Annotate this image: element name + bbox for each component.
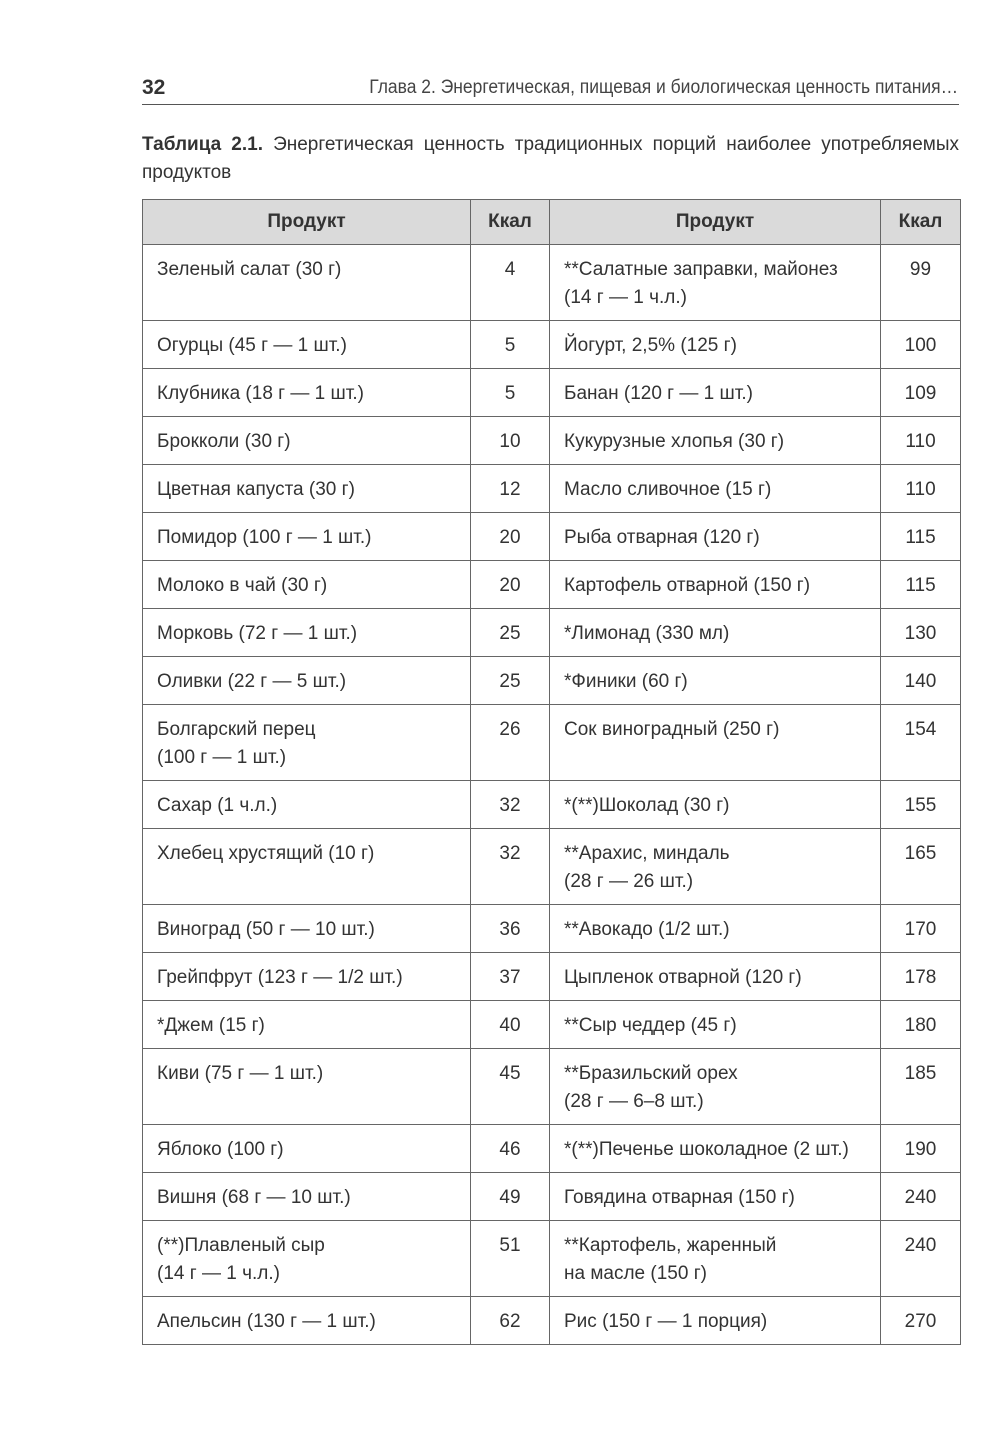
product-cell-left: [143, 953, 471, 1001]
product-name-line: Огурцы (45 г — 1 шт.): [157, 335, 347, 356]
kcal-cell-right: 270: [881, 1297, 961, 1345]
product-cell-left: [143, 905, 471, 953]
product-name-line: (**)Плавленый сыр: [157, 1235, 325, 1256]
product-name-line: *Лимонад (330 мл): [564, 623, 730, 644]
table-row: [143, 1173, 961, 1221]
product-name-line: *Финики (60 г): [564, 671, 688, 692]
kcal-cell-left: 10: [471, 417, 550, 465]
product-cell-right: [550, 657, 881, 705]
product-cell-left: [143, 1001, 471, 1049]
table-caption-text: Энергетическая ценность традиционных порций наиболее употребляемых продуктов: [142, 134, 960, 183]
product-cell-right: [550, 953, 881, 1001]
product-cell-left: [143, 465, 471, 513]
kcal-cell-left: 51: [471, 1221, 550, 1297]
product-name-line: Говядина отварная (150 г): [564, 1187, 795, 1208]
product-name-line: Кукурузные хлопья (30 г): [564, 431, 785, 452]
product-cell-right: [550, 829, 881, 905]
table-row: [143, 513, 961, 561]
product-name-line: Банан (120 г — 1 шт.): [564, 383, 753, 404]
table-row: [143, 657, 961, 705]
product-cell-right: [550, 705, 881, 781]
kcal-cell-right: 240: [881, 1173, 961, 1221]
product-name-line: Масло сливочное (15 г): [564, 479, 772, 500]
product-cell-right: [550, 321, 881, 369]
col-header-product-right: Продукт: [550, 200, 881, 245]
product-cell-right: [550, 1221, 881, 1297]
table-row: [143, 705, 961, 781]
kcal-cell-left: 5: [471, 321, 550, 369]
table-body: [143, 245, 961, 1345]
product-cell-left: [143, 609, 471, 657]
running-head: Глава 2. Энергетическая, пищевая и биологическая ценность питания…: [369, 77, 958, 98]
product-name-line: Вишня (68 г — 10 шт.): [157, 1187, 351, 1208]
product-name-line: Клубника (18 г — 1 шт.): [157, 383, 364, 404]
table-row: [143, 905, 961, 953]
product-name-line: Цыпленок отварной (120 г): [564, 967, 802, 988]
table-row: [143, 465, 961, 513]
kcal-cell-right: 115: [881, 513, 961, 561]
table-header: [143, 200, 961, 245]
kcal-cell-left: 20: [471, 513, 550, 561]
table-row: [143, 321, 961, 369]
col-header-kcal-right: Ккал: [881, 200, 961, 245]
kcal-cell-right: 140: [881, 657, 961, 705]
product-name-line: Рыба отварная (120 г): [564, 527, 760, 548]
product-name-line: (28 г — 26 шт.): [564, 871, 694, 892]
product-cell-left: [143, 1049, 471, 1125]
kcal-cell-left: 32: [471, 781, 550, 829]
product-name-line: *(**)Печенье шоколадное (2 шт.): [564, 1139, 849, 1160]
product-cell-left: [143, 1221, 471, 1297]
kcal-cell-right: 110: [881, 465, 961, 513]
product-cell-right: [550, 1125, 881, 1173]
product-name-line: Йогурт, 2,5% (125 г): [564, 335, 737, 356]
product-name-line: Болгарский перец: [157, 719, 316, 740]
header-rule: [142, 104, 959, 105]
product-cell-left: [143, 1297, 471, 1345]
kcal-cell-left: 45: [471, 1049, 550, 1125]
table-row: [143, 1001, 961, 1049]
table-row: [143, 369, 961, 417]
kcal-cell-left: 49: [471, 1173, 550, 1221]
product-cell-right: [550, 905, 881, 953]
table-row: [143, 1049, 961, 1125]
kcal-cell-left: 12: [471, 465, 550, 513]
product-name-line: (100 г — 1 шт.): [157, 747, 287, 768]
table-row: [143, 417, 961, 465]
table-row: [143, 1125, 961, 1173]
kcal-cell-right: 190: [881, 1125, 961, 1173]
product-cell-right: [550, 1297, 881, 1345]
product-name-line: Виноград (50 г — 10 шт.): [157, 919, 375, 940]
product-cell-right: [550, 1001, 881, 1049]
table-row: [143, 781, 961, 829]
product-cell-left: [143, 1125, 471, 1173]
table-row: [143, 245, 961, 321]
kcal-cell-left: 4: [471, 245, 550, 321]
product-cell-left: [143, 781, 471, 829]
table-caption: [142, 131, 959, 187]
product-name-line: Хлебец хрустящий (10 г): [157, 843, 375, 864]
product-name-line: Апельсин (130 г — 1 шт.): [157, 1311, 376, 1332]
product-cell-left: [143, 369, 471, 417]
product-name-line: *(**)Шоколад (30 г): [564, 795, 730, 816]
table-row: [143, 561, 961, 609]
product-name-line: Цветная капуста (30 г): [157, 479, 355, 500]
product-cell-right: [550, 781, 881, 829]
kcal-cell-right: 110: [881, 417, 961, 465]
kcal-cell-right: 100: [881, 321, 961, 369]
product-cell-right: [550, 245, 881, 321]
product-name-line: **Авокадо (1/2 шт.): [564, 919, 730, 940]
table-row: [143, 953, 961, 1001]
kcal-cell-right: 154: [881, 705, 961, 781]
product-name-line: Оливки (22 г — 5 шт.): [157, 671, 347, 692]
product-name-line: Рис (150 г — 1 порция): [564, 1311, 768, 1332]
kcal-cell-right: 165: [881, 829, 961, 905]
product-name-line: Зеленый салат (30 г): [157, 259, 342, 280]
product-cell-left: [143, 561, 471, 609]
header-row: [143, 200, 961, 245]
product-name-line: (28 г — 6–8 шт.): [564, 1091, 704, 1112]
kcal-table: [142, 199, 961, 1345]
kcal-cell-right: 130: [881, 609, 961, 657]
product-cell-left: [143, 829, 471, 905]
col-header-kcal-left: Ккал: [471, 200, 550, 245]
product-cell-right: [550, 465, 881, 513]
table-row: [143, 829, 961, 905]
product-cell-left: [143, 1173, 471, 1221]
product-name-line: Брокколи (30 г): [157, 431, 291, 452]
product-cell-left: [143, 657, 471, 705]
product-cell-left: [143, 245, 471, 321]
product-cell-right: [550, 1173, 881, 1221]
table-row: [143, 609, 961, 657]
table-row: [143, 1297, 961, 1345]
product-cell-left: [143, 417, 471, 465]
product-cell-left: [143, 513, 471, 561]
kcal-cell-right: 180: [881, 1001, 961, 1049]
kcal-cell-left: 25: [471, 657, 550, 705]
product-cell-left: [143, 321, 471, 369]
kcal-cell-right: 109: [881, 369, 961, 417]
kcal-cell-left: 5: [471, 369, 550, 417]
product-name-line: Сахар (1 ч.л.): [157, 795, 278, 816]
product-name-line: **Картофель, жаренный: [564, 1235, 777, 1256]
table-caption-label: Таблица 2.1.: [142, 134, 263, 155]
kcal-cell-left: 32: [471, 829, 550, 905]
kcal-cell-right: 115: [881, 561, 961, 609]
col-header-product-left: Продукт: [143, 200, 471, 245]
product-name-line: (14 г — 1 ч.л.): [157, 1263, 280, 1284]
kcal-cell-left: 36: [471, 905, 550, 953]
product-cell-right: [550, 561, 881, 609]
product-cell-right: [550, 1049, 881, 1125]
product-cell-right: [550, 609, 881, 657]
kcal-cell-right: 170: [881, 905, 961, 953]
product-name-line: **Арахис, миндаль: [564, 843, 730, 864]
product-name-line: Помидор (100 г — 1 шт.): [157, 527, 372, 548]
product-name-line: Молоко в чай (30 г): [157, 575, 328, 596]
kcal-cell-right: 99: [881, 245, 961, 321]
kcal-cell-left: 62: [471, 1297, 550, 1345]
kcal-cell-left: 37: [471, 953, 550, 1001]
product-name-line: **Сыр чеддер (45 г): [564, 1015, 737, 1036]
kcal-cell-right: 240: [881, 1221, 961, 1297]
product-name-line: Морковь (72 г — 1 шт.): [157, 623, 358, 644]
kcal-cell-left: 25: [471, 609, 550, 657]
kcal-cell-left: 26: [471, 705, 550, 781]
page-number: 32: [142, 76, 166, 99]
product-cell-left: [143, 705, 471, 781]
product-cell-right: [550, 417, 881, 465]
kcal-cell-left: 46: [471, 1125, 550, 1173]
product-name-line: Сок виноградный (250 г): [564, 719, 780, 740]
product-name-line: Картофель отварной (150 г): [564, 575, 811, 596]
product-name-line: Яблоко (100 г): [157, 1139, 284, 1160]
kcal-cell-right: 155: [881, 781, 961, 829]
product-cell-right: [550, 513, 881, 561]
kcal-cell-left: 20: [471, 561, 550, 609]
kcal-cell-right: 178: [881, 953, 961, 1001]
product-name-line: **Салатные заправки, майонез: [564, 259, 838, 280]
product-cell-right: [550, 369, 881, 417]
product-name-line: Грейпфрут (123 г — 1/2 шт.): [157, 967, 403, 988]
product-name-line: **Бразильский орех: [564, 1063, 738, 1084]
product-name-line: *Джем (15 г): [157, 1015, 265, 1036]
table-row: [143, 1221, 961, 1297]
product-name-line: Киви (75 г — 1 шт.): [157, 1063, 324, 1084]
kcal-cell-right: 185: [881, 1049, 961, 1125]
kcal-cell-left: 40: [471, 1001, 550, 1049]
product-name-line: на масле (150 г): [564, 1263, 707, 1284]
product-name-line: (14 г — 1 ч.л.): [564, 287, 687, 308]
